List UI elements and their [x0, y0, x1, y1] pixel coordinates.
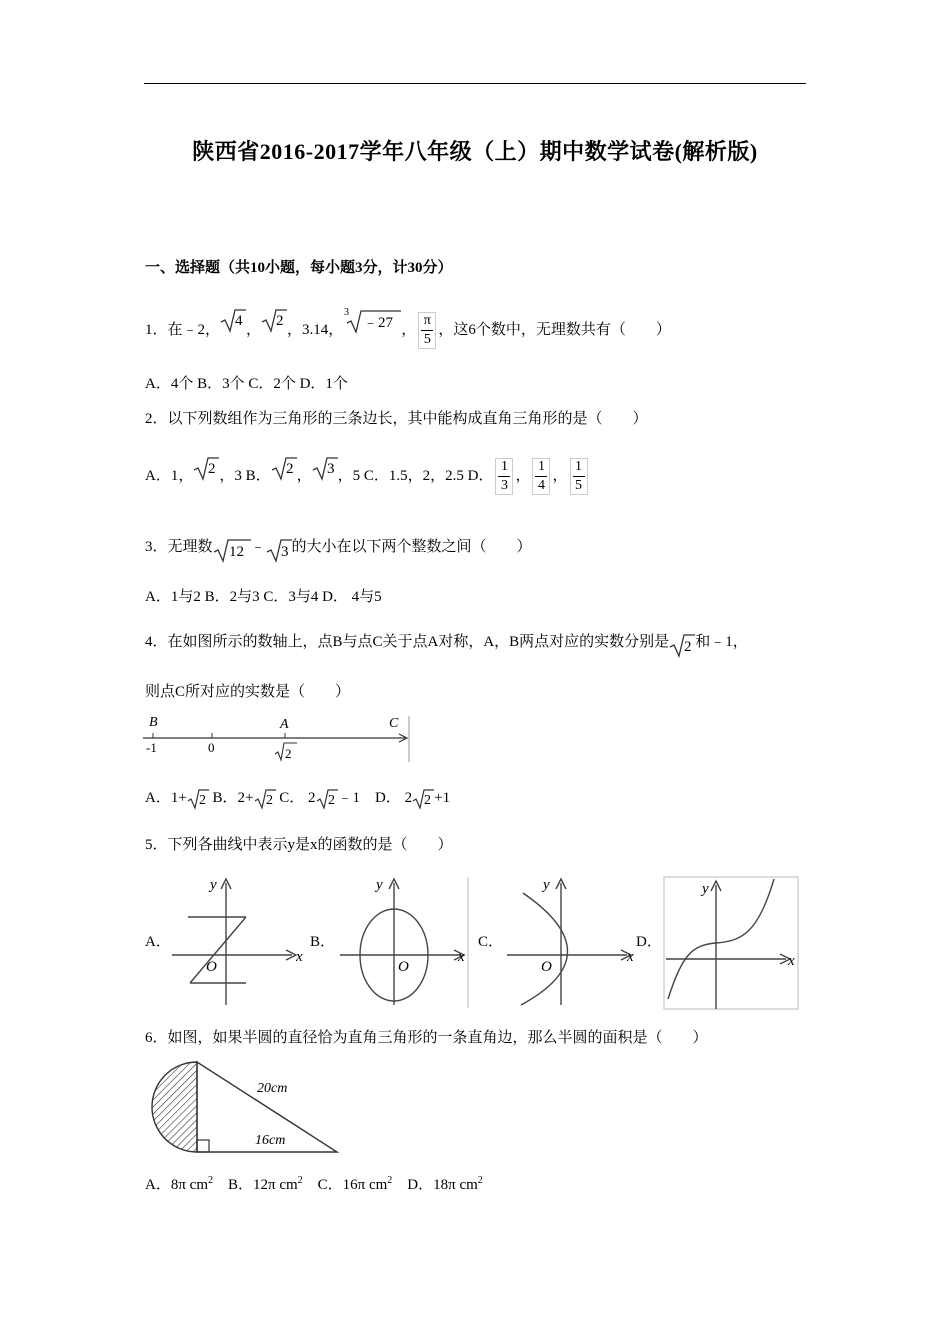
sqrt-symbol [220, 306, 246, 334]
page-title: 陕西省2016-2017学年八年级（上）期中数学试卷(解析版) [192, 139, 758, 164]
q3-options: A．1与2 B．2与3 C．3与4 D． 4与5 [145, 589, 382, 605]
svg-text:O: O [206, 959, 217, 975]
q2-optA: A．1， [145, 468, 194, 484]
sqrt-symbol [316, 788, 338, 810]
sqrt-symbol [193, 454, 219, 482]
svg-text:2: 2 [684, 639, 692, 655]
fraction-one-fifth: $\frac{1}{5}$ [570, 458, 588, 495]
q6-optB: B．12π cm [212, 1177, 298, 1193]
label-B: B [149, 715, 158, 730]
sqrt-symbol [187, 788, 209, 810]
q3-minus: ﹣ [250, 539, 266, 555]
fraction-one-third: $\frac{1}{3}$ [495, 458, 513, 495]
svg-text:y: y [702, 881, 709, 897]
header-rule [144, 83, 806, 84]
q4-options [145, 788, 450, 812]
q6-optD: D．18π cm [392, 1177, 478, 1193]
pi-numerator: π [423, 313, 431, 328]
q6-options [145, 1171, 483, 1195]
svg-text:O: O [541, 959, 552, 975]
sqrt-symbol [261, 306, 287, 334]
question-5: 5．下列各曲线中表示y是x的函数的是（ ） [145, 837, 453, 853]
q6-optA: A．8π cm [145, 1177, 208, 1193]
tick-label-minus1: -1 [146, 740, 157, 755]
fraction-one-fourth: $\frac{1}{4}$ [532, 458, 550, 495]
sqrt-symbol [254, 788, 276, 810]
sqrt4-radicand: 4 [235, 313, 243, 329]
svg-text:x: x [627, 949, 634, 965]
question-2: 2．以下列数组作为三角形的三条边长，其中能构成直角三角形的是（ ） [145, 411, 648, 427]
svg-text:2: 2 [265, 793, 273, 808]
graph-c [503, 875, 643, 1010]
q1-sep2: ，3.14， [287, 321, 344, 338]
svg-text:3: 3 [326, 461, 335, 477]
hatched-semicircle [152, 1062, 197, 1152]
frac-sep: ， [552, 468, 568, 484]
svg-text:3: 3 [280, 544, 289, 560]
superscript: 2 [387, 1175, 393, 1186]
q3-suffix: 的大小在以下两个整数之间（ ） [291, 539, 532, 555]
sqrt-symbol [312, 454, 338, 482]
svg-text:y: y [543, 877, 550, 893]
sqrt-symbol [669, 632, 695, 658]
q4-optC: C． 2 [275, 790, 316, 806]
q4-optA: A．1+ [145, 790, 187, 806]
q1-sep1: ， [246, 321, 262, 338]
svg-text:2: 2 [327, 793, 335, 808]
q1-options: A．4个 B．3个 C．2个 D．1个 [145, 376, 348, 392]
q5-label-A: A． [145, 934, 171, 950]
superscript: 2 [297, 1175, 303, 1186]
sqrt2-radicand: 2 [276, 313, 284, 329]
label-C: C [389, 716, 399, 731]
cbrt-radicand: ﹣27 [363, 315, 394, 331]
q5-label-B: B． [310, 934, 336, 950]
tick-label-sqrt2: 2 [285, 746, 292, 761]
superscript: 2 [477, 1175, 483, 1186]
svg-text:y: y [210, 877, 217, 893]
frame [664, 877, 798, 1009]
question-4-line2: 则点C所对应的实数是（ ） [145, 684, 351, 700]
right-angle-mark [197, 1140, 209, 1152]
frac-sep: ， [515, 468, 531, 484]
q4-text-post: 和﹣1， [695, 634, 748, 650]
q4-optC-post: ﹣1 D． 2 [337, 790, 413, 806]
pi-denominator: 5 [423, 332, 431, 347]
cube-root-symbol [343, 306, 401, 336]
svg-text:2: 2 [198, 793, 206, 808]
number-line-figure [143, 712, 413, 767]
fraction-bar [421, 330, 433, 331]
q1-suffix: ，这6个数中，无理数共有（ ） [438, 321, 671, 338]
q4-optB: B．2+ [208, 790, 254, 806]
cbrt-index: 3 [344, 307, 350, 318]
graph-d [662, 875, 802, 1012]
q6-optC: C．16π cm [302, 1177, 388, 1193]
superscript: 2 [207, 1175, 213, 1186]
q2-options [145, 456, 590, 498]
svg-text:x: x [458, 949, 465, 965]
graph-b [336, 875, 476, 1010]
pi-fraction [418, 312, 436, 349]
q2-optB-post: ，5 C．1.5，2，2.5 D． [337, 468, 494, 484]
svg-text:2: 2 [208, 461, 216, 477]
svg-text:2: 2 [285, 461, 294, 477]
label-base: 16cm [255, 1133, 286, 1148]
q1-prefix: 1．在﹣2， [145, 321, 221, 338]
sqrt-symbol [271, 454, 297, 482]
label-hypotenuse: 20cm [257, 1081, 288, 1096]
sqrt-symbol [266, 537, 292, 563]
svg-text:2: 2 [424, 793, 432, 808]
question-4-line1 [145, 632, 748, 660]
question-1 [145, 307, 671, 352]
label-A: A [280, 717, 289, 732]
graph-a [168, 875, 308, 1010]
q4-optD-post: +1 [434, 790, 451, 806]
svg-text:x: x [296, 949, 303, 965]
question-3 [145, 537, 532, 565]
q2-optA-post: ，3 B． [219, 468, 271, 484]
svg-text:x: x [788, 953, 795, 969]
svg-text:y: y [376, 877, 383, 893]
q3-prefix: 3．无理数 [145, 539, 213, 555]
curve-cubic [668, 879, 774, 999]
semicircle-triangle-figure [145, 1058, 345, 1158]
question-6: 6．如图，如果半圆的直径恰为直角三角形的一条直角边，那么半圆的面积是（ ） [145, 1030, 708, 1046]
q5-label-D: D． [636, 934, 662, 950]
svg-text:12: 12 [228, 544, 244, 560]
tick-label-0: 0 [208, 740, 215, 755]
sqrt-symbol [213, 537, 251, 563]
q2-optB-comma: ， [296, 468, 312, 484]
q4-text: 4．在如图所示的数轴上，点B与点C关于点A对称，A，B两点对应的实数分别是 [145, 634, 670, 650]
section-heading: 一、选择题（共10小题，每小题3分，计30分） [145, 260, 453, 276]
sqrt-symbol [412, 788, 434, 810]
q5-label-C: C． [478, 934, 504, 950]
q1-sep3: ， [401, 321, 417, 338]
curve-diagonal [190, 917, 246, 983]
svg-text:O: O [398, 959, 409, 975]
